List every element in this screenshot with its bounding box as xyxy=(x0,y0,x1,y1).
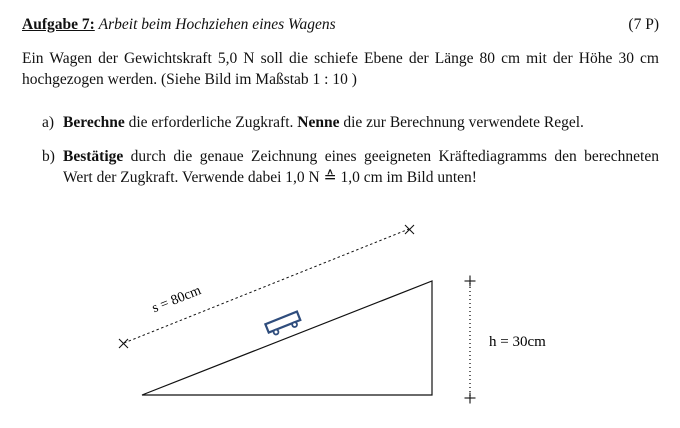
subtask-a-letter: a) xyxy=(42,114,55,131)
slope-end-cross-marker xyxy=(405,225,414,234)
slope-length-label: s = 80cm xyxy=(150,283,204,317)
height-top-plus-marker xyxy=(465,276,476,287)
subtask-b-text-1: durch die genaue Zeichnung eines geeigneten Kräftediagramms den berechneten Wert der Zugkraft. Verwende dabei 1,0 N ≙ 1,0 cm im Bild unten! xyxy=(63,148,659,186)
task-label: Aufgabe 7: xyxy=(22,16,95,33)
cart-icon xyxy=(265,312,302,337)
task-intro: Ein Wagen der Gewichtskraft 5,0 N soll die schiefe Ebene der Länge 80 cm mit der Höhe 30 cm hochgezogen werden. (Siehe Bild im Maßstab 1 : 10 ) xyxy=(22,50,659,88)
slope-start-cross-marker xyxy=(119,339,128,348)
height-label: h = 30cm xyxy=(489,334,546,350)
cart-wheel-front xyxy=(291,321,297,327)
task-points: (7 P) xyxy=(628,16,659,33)
subtask-b-keyword-1: Bestätige xyxy=(63,148,124,165)
subtask-a-keyword-2: Nenne xyxy=(297,114,340,131)
subtask-b-letter: b) xyxy=(42,148,55,165)
subtask-a-text-2: die zur Berechnung verwendete Regel. xyxy=(339,114,584,131)
subtask-a-keyword-1: Berechne xyxy=(63,114,125,131)
height-bottom-plus-marker xyxy=(465,393,476,404)
cart-wheel-rear xyxy=(273,329,279,335)
task-title: Arbeit beim Hochziehen eines Wagens xyxy=(98,16,336,33)
subtask-a-text-1: die erforderliche Zugkraft. xyxy=(124,114,298,131)
